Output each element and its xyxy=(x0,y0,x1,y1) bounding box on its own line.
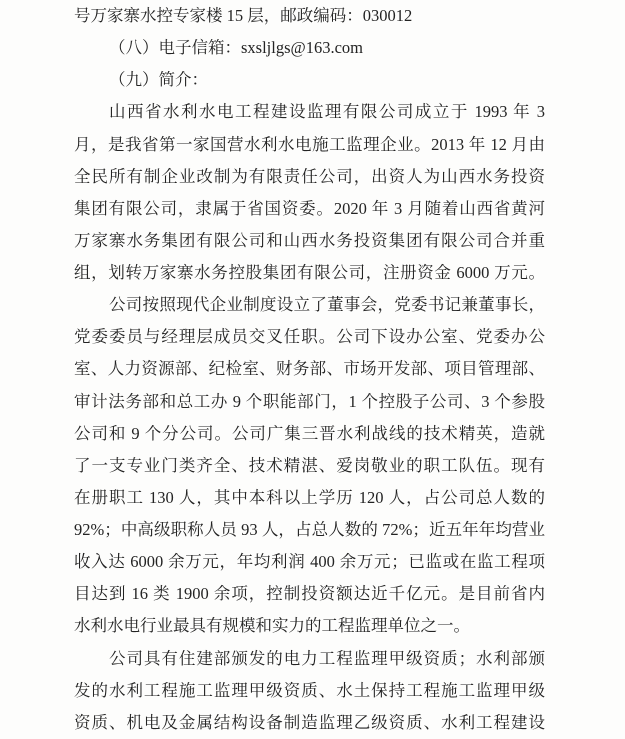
text-line: 目达到 16 类 1900 余项，控制投资额达近千亿元。是目前省内 xyxy=(74,584,545,604)
text-line: 号万家寨水控专家楼 15 层，邮政编码：030012 xyxy=(74,6,413,25)
text-line: （八）电子信箱：sxsljlgs@163.com xyxy=(109,38,363,58)
text-line: 公司具有住建部颁发的电力工程监理甲级资质；水利部颁 xyxy=(109,648,545,668)
text-line: 了一支专业门类齐全、技术精湛、爱岗敬业的职工队伍。现有 xyxy=(74,455,545,475)
text-line: 在册职工 130 人，其中本科以上学历 120 人，占公司总人数的 xyxy=(74,487,545,507)
text-line: 水利水电行业最具有规模和实力的工程监理单位之一。 xyxy=(74,616,470,636)
text-line: 组，划转万家寨水务控股集团有限公司，注册资金 6000 万元。 xyxy=(74,263,545,282)
text-line: 全民所有制企业改制为有限责任公司，出资人为山西水务投资 xyxy=(74,166,545,186)
text-line: 山西省水利水电工程建设监理有限公司成立于 1993 年 3 xyxy=(109,102,545,122)
text-line: 万家寨水务集团有限公司和山西水务投资集团有限公司合并重 xyxy=(74,230,545,250)
text-line: 月，是我省第一家国营水利水电施工监理企业。2013 年 12 月由 xyxy=(74,134,545,154)
text-line: 集团有限公司，隶属于省国资委。2020 年 3 月随着山西省黄河 xyxy=(74,198,545,218)
text-line: 发的水利工程施工监理甲级资质、水土保持工程施工监理甲级 xyxy=(74,680,545,700)
text-line: 公司和 9 个分公司。公司广集三晋水利战线的技术精英，造就 xyxy=(74,423,545,443)
text-line: 资质、机电及金属结构设备制造监理乙级资质、水利工程建设 xyxy=(74,712,545,732)
text-line: 收入达 6000 余万元，年均利润 400 余万元；已监或在监工程项 xyxy=(74,552,545,572)
text-line: 公司按照现代企业制度设立了董事会，党委书记兼董事长， xyxy=(109,295,545,315)
text-line: 党委委员与经理层成员交叉任职。公司下设办公室、党委办公 xyxy=(74,327,545,347)
text-line: 审计法务部和总工办 9 个职能部门，1 个控股子公司、3 个参股 xyxy=(74,391,545,411)
text-line: 室、人力资源部、纪检室、财务部、市场开发部、项目管理部、 xyxy=(74,359,545,379)
document-text-block xyxy=(74,0,545,739)
text-line: （九）简介： xyxy=(109,70,208,90)
text-line: 92%；中高级职称人员 93 人，占总人数的 72%；近五年年均营业 xyxy=(74,520,545,539)
